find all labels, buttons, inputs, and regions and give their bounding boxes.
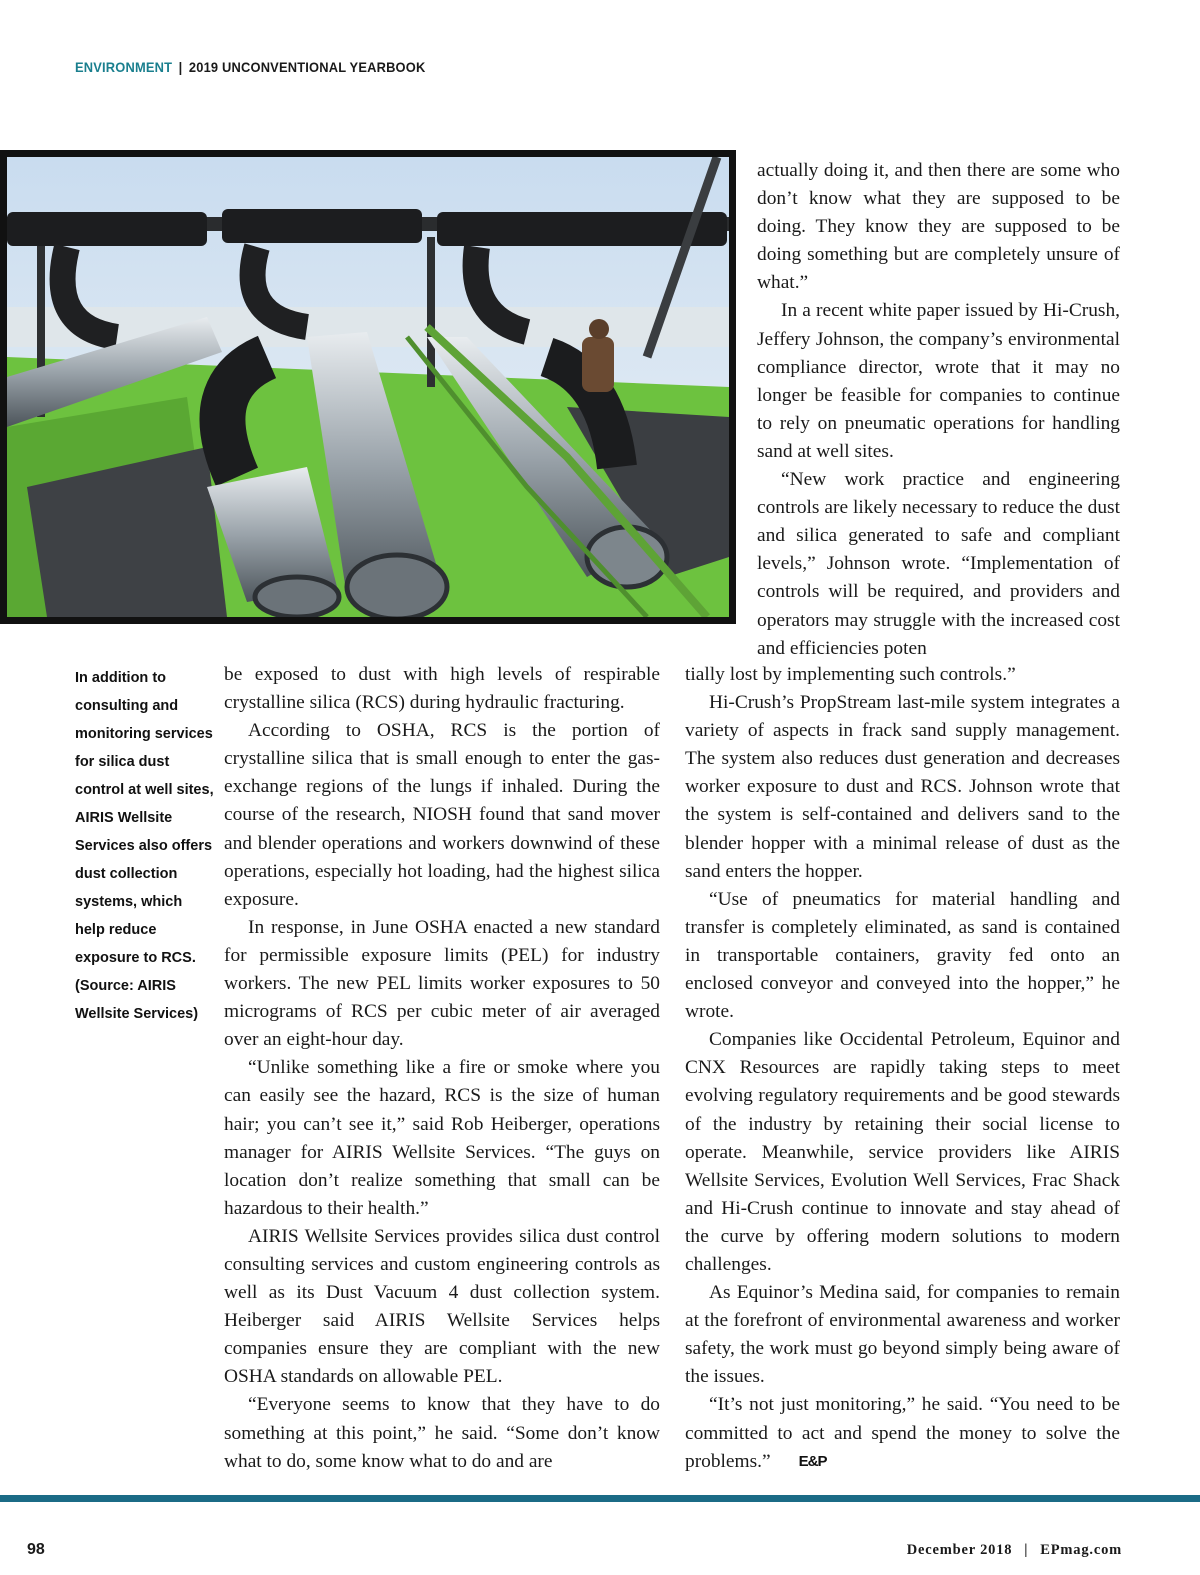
article-column-right-top — [757, 157, 1120, 663]
article-column-left — [224, 661, 660, 1476]
paragraph: “Everyone seems to know that they have to do something at this point,” he said. “Some don’t know what to do, some know what to do and are — [224, 1394, 660, 1472]
paragraph: be exposed to dust with high levels of respirable crystalline silica (RCS) during hydraulic fracturing. — [224, 664, 660, 714]
paragraph: In a recent white paper issued by Hi-Crush, Jeffery Johnson, the company’s environmental compliance director, wrote that it may no longer be feasible for companies to continue to rely on pneumatic operations for handling sand at well sites. — [757, 300, 1120, 462]
paragraph-final-text: “It’s not just monitoring,” he said. “You need to be committed to act and spend the money to solve the problems.” — [685, 1394, 1120, 1472]
paragraph-final — [685, 1391, 1120, 1475]
paragraph: “Unlike something like a fire or smoke where you can easily see the hazard, RCS is the size of human hair; you can’t see it,” said Rob Heiberger, operations manager for AIRIS Wellsite Services. “The guys on location don’t realize something that small can be hazardous to their health.” — [224, 1057, 660, 1219]
ep-end-logo-icon: E&P — [798, 1452, 827, 1470]
section-label: ENVIRONMENT — [75, 59, 173, 75]
issue-date: December 2018 — [906, 1542, 1013, 1558]
paragraph: tially lost by implementing such controls.” — [685, 664, 1016, 685]
header-separator: | — [178, 59, 183, 75]
footer-separator: | — [1024, 1542, 1029, 1558]
page-number: 98 — [27, 1541, 45, 1558]
footer-info — [907, 1542, 1122, 1559]
paragraph: As Equinor’s Medina said, for companies to remain at the forefront of environmental awareness and worker safety, the work must go beyond simply being aware of the issues. — [685, 1282, 1120, 1388]
running-header — [75, 59, 425, 75]
dust-collection-photo-icon — [7, 157, 729, 617]
paragraph: In response, in June OSHA enacted a new standard for permissible exposure limits (PEL) for industry workers. The new PEL limits worker exposures to 50 micrograms of RCS per cubic meter of air averaged over an eight-hour day. — [224, 916, 660, 1051]
article-column-right-bottom — [685, 661, 1120, 1476]
website-link[interactable]: EPmag.com — [1040, 1542, 1122, 1558]
paragraph: “Use of pneumatics for material handling and transfer is completely eliminated, as sand is contained in transportable containers, gravity fed onto an enclosed conveyor and conveyed into the hopper,” he wrote. — [685, 888, 1120, 1023]
publication-title: 2019 UNCONVENTIONAL YEARBOOK — [188, 59, 426, 75]
paragraph: Companies like Occidental Petroleum, Equinor and CNX Resources are rapidly taking steps to meet evolving regulatory requirements and be good stewards of the industry by retaining their social license to operate. Meanwhile, service providers like AIRIS Wellsite Services, Evolution Well Services, Frac Shack and Hi-Crush continue to innovate and stay ahead of the curve by offering modern solutions to modern challenges. — [685, 1029, 1120, 1275]
paragraph: Hi-Crush’s PropStream last-mile system integrates a variety of aspects in frack sand supply management. The system also reduces dust generation and decreases worker exposure to dust and RCS. Johnson wrote that the system is self-contained and delivers sand to the blender hopper with a minimal release of dust as the sand enters the hopper. — [685, 692, 1120, 882]
paragraph: According to OSHA, RCS is the portion of crystalline silica that is small enough to enter the gas-exchange regions of the lungs if inhaled. During the course of the research, NIOSH found that sand mover and blender operations and workers downwind of these operations, especially hot loading, had the highest silica exposure. — [224, 720, 660, 910]
article-photo — [0, 150, 736, 624]
paragraph: actually doing it, and then there are some who don’t know what they are supposed to be doing. They know they are supposed to be doing something but are completely unsure of what.” — [757, 160, 1120, 294]
footer-rule — [0, 1495, 1200, 1502]
photo-caption: In addition to consulting and monitoring services for silica dust control at well sites, AIRIS Wellsite Services also offers dust collection systems, which help reduce exposure to RCS. (Source: AIRIS Wellsite Services) — [75, 670, 214, 1022]
paragraph: AIRIS Wellsite Services provides silica dust control consulting services and custom engineering controls as well as its Dust Vacuum 4 dust collection system. Heiberger said AIRIS Wellsite Services helps companies ensure they are compliant with the new OSHA standards on allowable PEL. — [224, 1225, 660, 1388]
paragraph: “New work practice and engineering controls are likely necessary to reduce the dust and silica generated to safe and compliant levels,” Johnson wrote. “Implementation of controls will be required, and providers and operators may struggle with the increased cost and efficiencies poten — [757, 469, 1120, 659]
